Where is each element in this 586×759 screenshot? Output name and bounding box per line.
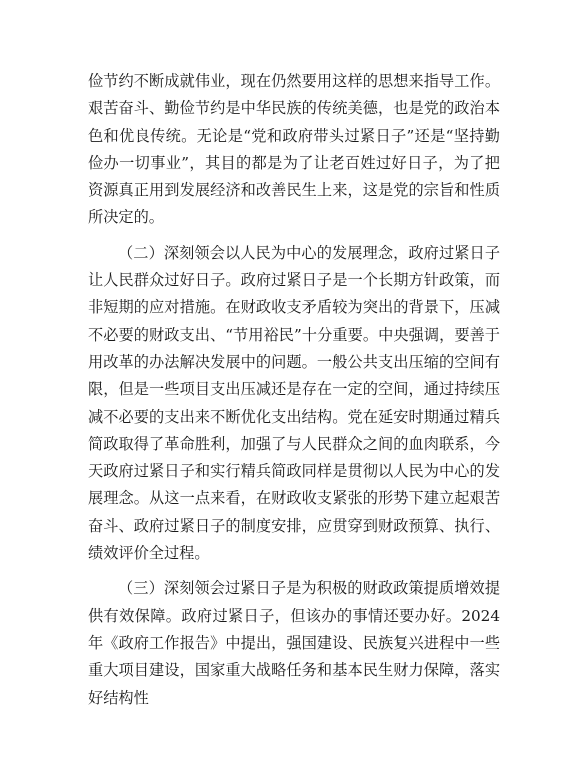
paragraph-section-two: （二）深刻领会以人民为中心的发展理念，政府过紧日子让人民群众过好日子。政府过紧日子是一个长期方针政策，而非短期的应对措施。在财政收支矛盾较为突出的背景下，压减不必要的财政支出、“节用裕民”十分重要。中央强调，要善于用改革的办法解决发展中的问题。一般公共支出压缩的空间有限，但是一些项目支出压减还是存在一定的空间，通过持续压减不必要的支出来不断优化支出结构。党在延安时期通过精兵简政取得了革命胜利，加强了与人民群众之间的血肉联系，今天政府过紧日子和实行精兵简政同样是贯彻以人民为中心的发展理念。从这一点来看，在财政收支紧张的形势下建立起艰苦奋斗、政府过紧日子的制度安排，应贯穿到财政预算、执行、绩效评价全过程。: [88, 243, 500, 563]
paragraph-continued: 俭节约不断成就伟业，现在仍然要用这样的思想来指导工作。艰苦奋斗、勤俭节约是中华民族的传统美德，也是党的政治本色和优良传统。无论是“党和政府带头过紧日子”还是“坚持勤俭办一切事业”，其目的都是为了让老百姓过好日子，为了把资源真正用到发展经济和改善民生上来，这是党的宗旨和性质所决定的。: [88, 72, 500, 227]
paragraph-section-three: （三）深刻领会过紧日子是为积极的财政政策提质增效提供有效保障。政府过紧日子，但该办的事情还要办好。2024年《政府工作报告》中提出，强国建设、民族复兴进程中一些重大项目建设，国家重大战略任务和基本民生财力保障，落实好结构性: [88, 579, 500, 707]
document-page: [88, 68, 500, 712]
